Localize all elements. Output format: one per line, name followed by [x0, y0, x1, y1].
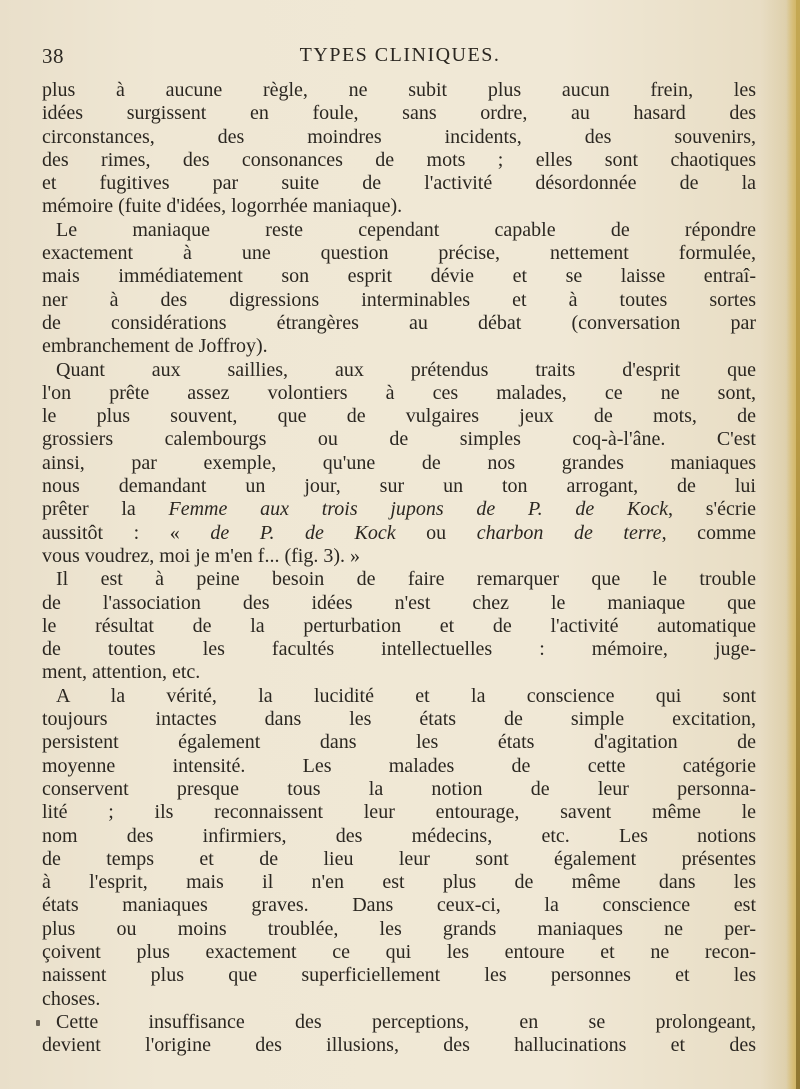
- text-line: exactement à une question précise, nettement formulée,: [42, 242, 756, 265]
- text-line: de considérations étrangères au débat (conversation par: [42, 311, 756, 334]
- text-line: lité ; ils reconnaissent leur entourage, savent même le: [42, 801, 756, 824]
- italic-title: charbon de terre: [476, 521, 662, 544]
- text-line: mémoire (fuite d'idées, logorrhée maniaque).: [42, 195, 403, 218]
- text-line: embranchement de Joffroy).: [42, 335, 268, 358]
- text-run: ou: [395, 521, 477, 544]
- text-line: naissent plus que superficiellement les personnes et les: [42, 964, 756, 987]
- text-line: l'on prête assez volontiers à ces malades, ce ne sont,: [42, 381, 756, 404]
- text-run: aussitôt : «: [42, 521, 211, 544]
- page-number: 38: [42, 44, 64, 68]
- text-line: à l'esprit, mais il n'en est plus de même dans les: [42, 871, 756, 894]
- text-line: de toutes les facultés intellectuelles : mémoire, juge-: [42, 638, 756, 661]
- text-run: prêter la: [42, 498, 169, 521]
- text-line: ainsi, par exemple, qu'une de nos grandes maniaques: [42, 451, 756, 474]
- text-line-mixed: [42, 522, 756, 545]
- text-line: Cette insuffisance des perceptions, en se prolongeant,: [56, 1010, 756, 1033]
- italic-title: de P. de Kock: [210, 521, 396, 544]
- text-line: et fugitives par suite de l'activité désordonnée de la: [42, 172, 756, 195]
- text-line: vous voudrez, moi je m'en f... (fig. 3). »: [42, 544, 360, 567]
- text-line: ment, attention, etc.: [42, 661, 201, 684]
- text-line: états maniaques graves. Dans ceux-ci, la conscience est: [42, 894, 756, 917]
- text-line: mais immédiatement son esprit dévie et se laisse entraî-: [42, 265, 756, 288]
- text-line: circonstances, des moindres incidents, des souvenirs,: [42, 125, 756, 148]
- text-run: , comme: [661, 521, 756, 544]
- text-line: nom des infirmiers, des médecins, etc. Les notions: [42, 824, 756, 847]
- text-line: de temps et de lieu leur sont également présentes: [42, 847, 756, 870]
- text-line: choses.: [42, 987, 101, 1010]
- text-line: Le maniaque reste cependant capable de répondre: [56, 218, 756, 241]
- text-line: conservent presque tous la notion de leur personna-: [42, 777, 756, 800]
- text-line: toujours intactes dans les états de simple excitation,: [42, 708, 756, 731]
- text-line: persistent également dans les états d'agitation de: [42, 731, 756, 754]
- text-line: A la vérité, la lucidité et la conscience qui sont: [56, 684, 756, 707]
- text-line: Il est à peine besoin de faire remarquer que le trouble: [56, 568, 756, 591]
- text-line: le résultat de la perturbation et de l'activité automatique: [42, 614, 756, 637]
- text-line: Quant aux saillies, aux prétendus traits d'esprit que: [56, 358, 756, 381]
- page-edge-binding: [796, 0, 800, 1089]
- body-text: [42, 79, 756, 1057]
- text-line: çoivent plus exactement ce qui les entoure et ne recon-: [42, 940, 756, 963]
- text-line: plus à aucune règle, ne subit plus aucun frein, les: [42, 79, 756, 101]
- running-title: TYPES CLINIQUES.: [299, 44, 501, 66]
- text-line: de l'association des idées n'est chez le maniaque que: [42, 591, 756, 614]
- text-line: plus ou moins troublée, les grands maniaques ne per-: [42, 917, 756, 940]
- italic-title: Femme aux trois jupons de P. de Kock: [168, 498, 669, 521]
- text-run: , s'écrie: [668, 498, 756, 521]
- text-line: grossiers calembourgs ou de simples coq-à-l'âne. C'est: [42, 428, 756, 451]
- text-line: idées surgissent en foule, sans ordre, au hasard des: [42, 102, 756, 125]
- text-line-mixed: [42, 498, 756, 521]
- text-line: devient l'origine des illusions, des hallucinations et des: [42, 1034, 756, 1057]
- text-line: ner à des digressions interminables et à toutes sortes: [42, 288, 756, 311]
- text-line: nous demandant un jour, sur un ton arrogant, de lui: [42, 475, 756, 498]
- text-line: moyenne intensité. Les malades de cette catégorie: [42, 754, 756, 777]
- text-line: le plus souvent, que de vulgaires jeux de mots, de: [42, 405, 756, 428]
- ink-speck: [36, 1020, 40, 1026]
- text-line: des rimes, des consonances de mots ; elles sont chaotiques: [42, 148, 756, 171]
- page-header: [30, 44, 770, 74]
